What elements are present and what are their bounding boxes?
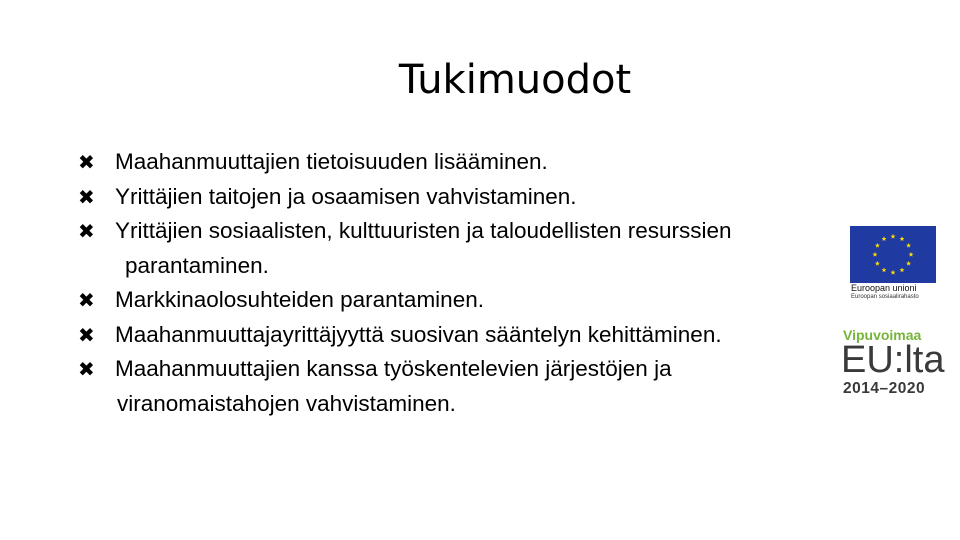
x-mark-icon: ✖ — [78, 184, 95, 209]
bullet-text: Maahanmuuttajien tietoisuuden lisääminen. — [115, 149, 548, 174]
bullet-item — [72, 352, 842, 387]
bullet-text: Yrittäjien sosiaalisten, kulttuuristen ja taloudellisten resurssien — [115, 218, 732, 243]
x-mark-icon: ✖ — [78, 357, 95, 381]
bullet-item — [72, 214, 842, 249]
bullet-text: Maahanmuuttajien kanssa työskentelevien järjestöjen ja — [115, 356, 672, 381]
bullet-text: Maahanmuuttajayrittäjyyttä suosivan sääntelyn kehittäminen. — [115, 321, 722, 347]
slide-title: Tukimuodot — [398, 57, 632, 103]
x-mark-icon: ✖ — [78, 322, 95, 347]
bullet-item — [72, 318, 842, 353]
bullet-text: Markkinaolosuhteiden parantaminen. — [115, 287, 484, 312]
eu-flag-icon — [850, 226, 936, 283]
eu-subcaption: Euroopan sosiaalirahasto — [851, 294, 919, 300]
vipuvoimaa-logo-text: Vipuvoimaa — [843, 327, 922, 343]
bullet-item — [72, 283, 842, 318]
x-mark-icon: ✖ — [78, 219, 95, 243]
bullet-item — [72, 180, 842, 215]
x-mark-icon: ✖ — [78, 288, 95, 312]
x-mark-icon: ✖ — [78, 150, 95, 174]
bullet-continuation: parantaminen. — [125, 252, 269, 278]
bullet-text: Yrittäjien taitojen ja osaamisen vahvistaminen. — [115, 183, 577, 209]
eulta-logo-text: EU:lta — [841, 339, 945, 381]
bullet-list — [72, 145, 842, 421]
bullet-item — [72, 145, 842, 180]
bullet-continuation: viranomaistahojen vahvistaminen. — [117, 390, 456, 416]
years-logo-text: 2014–2020 — [843, 380, 926, 397]
eu-caption: Euroopan unioni — [851, 283, 917, 293]
